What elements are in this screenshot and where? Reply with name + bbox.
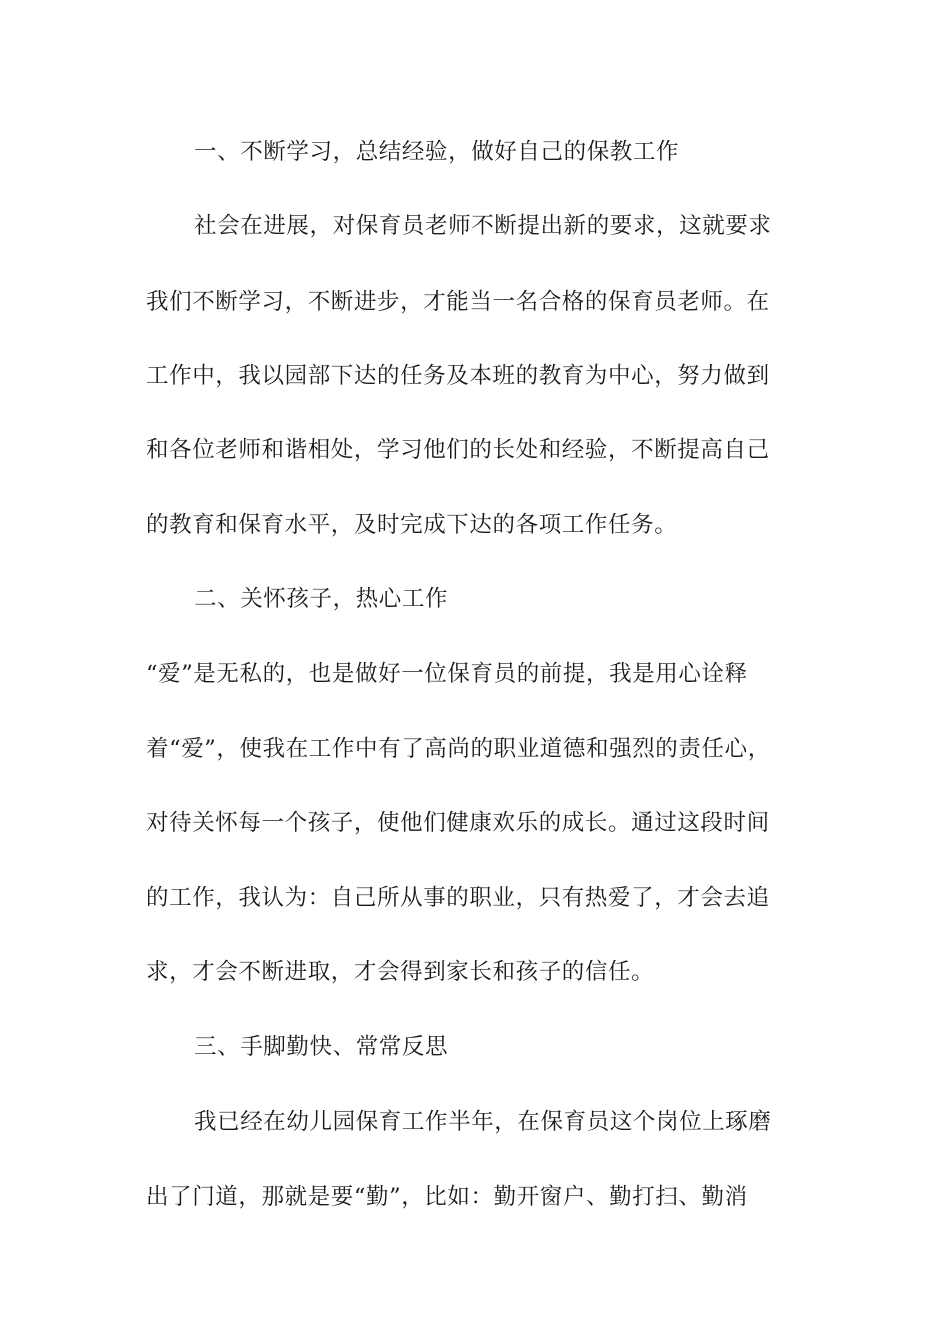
paragraph-line: 求，才会不断进取，才会得到家长和孩子的信任。	[146, 959, 655, 985]
paragraph-line: 我已经在幼儿园保育工作半年，在保育员这个岗位上琢磨	[194, 1109, 772, 1135]
heading-section-1: 一、不断学习，总结经验，做好自己的保教工作	[194, 139, 680, 165]
paragraph-line: 和各位老师和谐相处，学习他们的长处和经验，不断提高自己	[146, 437, 770, 463]
paragraph-line: 工作中，我以园部下达的任务及本班的教育为中心，努力做到	[146, 363, 770, 389]
paragraph-line: 我们不断学习，不断进步，才能当一名合格的保育员老师。在	[146, 289, 770, 315]
heading-section-3: 三、手脚勤快、常常反思	[194, 1034, 449, 1060]
heading-section-2: 二、关怀孩子，热心工作	[194, 586, 449, 612]
paragraph-line: 的工作，我认为：自己所从事的职业，只有热爱了，才会去追	[146, 885, 770, 911]
paragraph-line: “爱”是无私的，也是做好一位保育员的前提，我是用心诠释	[146, 661, 748, 687]
paragraph-line: 对待关怀每一个孩子，使他们健康欢乐的成长。通过这段时间	[146, 810, 770, 836]
paragraph-line: 着“爱”，使我在工作中有了高尚的职业道德和强烈的责任心，	[146, 736, 771, 762]
paragraph-line: 的教育和保育水平，及时完成下达的各项工作任务。	[146, 512, 678, 538]
paragraph-line: 社会在进展，对保育员老师不断提出新的要求，这就要求	[194, 213, 772, 239]
paragraph-line: 出了门道，那就是要“勤”，比如：勤开窗户、勤打扫、勤消	[146, 1184, 748, 1210]
